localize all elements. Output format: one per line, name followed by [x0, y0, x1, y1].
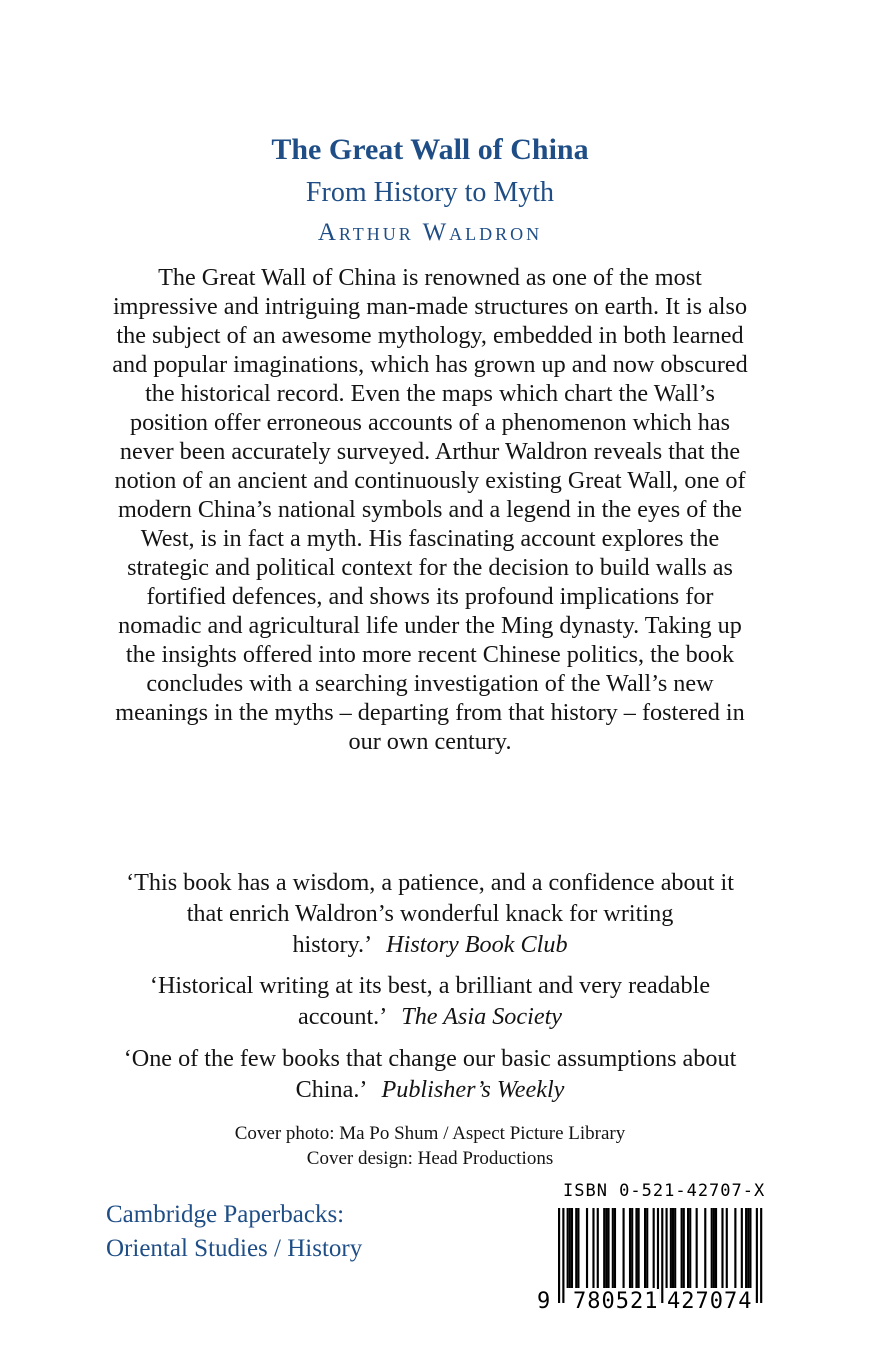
barcode-bar [689, 1208, 691, 1288]
barcode-bar [586, 1208, 588, 1288]
isbn-label: ISBN 0-521-42707-X [563, 1181, 766, 1201]
barcode-bar [715, 1208, 717, 1288]
review-quote-1 [110, 867, 750, 960]
book-title: The Great Wall of China [271, 133, 589, 166]
barcode-bar [569, 1208, 571, 1288]
barcode-bar [592, 1208, 594, 1288]
cover-credits [110, 1121, 750, 1171]
barcode-bar [745, 1208, 747, 1288]
quote-text: ‘Historical writing at its best, a brilliant and very readable account.’ [149, 972, 711, 1030]
photo-credit: Cover photo: Ma Po Shum / Aspect Picture Library [234, 1123, 626, 1144]
barcode-guard-bar [562, 1208, 564, 1303]
barcode-bar [646, 1208, 648, 1288]
barcode-bar [567, 1208, 569, 1288]
barcode-bar [704, 1208, 706, 1288]
author-name: Arthur Waldron [317, 219, 543, 246]
barcode-guard-bar [760, 1208, 762, 1303]
design-credit: Cover design: Head Productions [306, 1148, 554, 1169]
barcode-bar [644, 1208, 646, 1288]
barcode-bar [687, 1208, 689, 1288]
barcode-bar [713, 1208, 715, 1288]
blurb-text: The Great Wall of China is renowned as one of the most impressive and intriguing man-made structures on earth. It is also the subject of an awesome mythology, embedded in both learned and popular imaginations, which has grown up and now obscured the historical record. Even the maps which chart the Wall’s position offer erroneous accounts of a phenomenon which has never been accurately surveyed. Arthur Waldron reveals that the notion of an ancient and continuously existing Great Wall, one of modern China’s national symbols and a legend in the eyes of the West, is in fact a myth. His fascinating account explores the strategic and political context for the decision to build walls as fortified defences, and shows its profound implications for nomadic and agricultural life under the Ming dynasty. Taking up the insights offered into more recent Chinese politics, the book concludes with a searching investigation of the Wall’s new meanings in the myths – departing from that history – fostered in our own century. [112, 264, 748, 755]
barcode-bar [607, 1208, 609, 1288]
barcode-digits-left: 780521 [573, 1289, 659, 1314]
barcode-bar [749, 1208, 751, 1288]
quote-source: History Book Club [386, 931, 568, 958]
barcode-guard-bar [661, 1208, 663, 1303]
quote-source: Publisher’s Weekly [381, 1076, 565, 1103]
barcode-bar [683, 1208, 685, 1288]
barcode-bar [638, 1208, 640, 1288]
series-line-1: Cambridge Paperbacks: [106, 1201, 345, 1228]
barcode [536, 1206, 776, 1321]
barcode-bar [747, 1208, 749, 1288]
barcode-bar [577, 1208, 579, 1288]
barcode-bar [721, 1208, 723, 1288]
barcode-bar [734, 1208, 736, 1288]
barcode-bar [635, 1208, 637, 1288]
barcode-bar [597, 1208, 599, 1288]
barcode-bar [672, 1208, 674, 1288]
series-line-2: Oriental Studies / History [106, 1235, 363, 1262]
quote-text: ‘One of the few books that change our basic assumptions about China.’ [123, 1045, 737, 1103]
barcode-bar [631, 1208, 633, 1288]
quote-text: ‘This book has a wisdom, a patience, and a confidence about it that enrich Waldron’s wonderful knack for writing history.’ [126, 869, 734, 958]
barcode-bar [653, 1208, 655, 1288]
barcode-bar [666, 1208, 668, 1288]
quote-source: The Asia Society [401, 1003, 563, 1030]
barcode-bar [575, 1208, 577, 1288]
barcode-bar [670, 1208, 672, 1288]
barcode-bar [741, 1208, 743, 1288]
barcode-bar [711, 1208, 713, 1288]
barcode-bar [674, 1208, 676, 1288]
barcode-bar [603, 1208, 605, 1288]
barcode-bar [605, 1208, 607, 1288]
barcode-guard-bar [558, 1208, 560, 1303]
barcode-bar [726, 1208, 728, 1288]
barcode-digits-right: 427074 [667, 1289, 753, 1314]
barcode-digit-first: 9 [537, 1289, 551, 1314]
barcode-bar [612, 1208, 614, 1288]
series-info [106, 1198, 362, 1266]
barcode-bar [681, 1208, 683, 1288]
barcode-bar [629, 1208, 631, 1288]
barcode-guard-bar [756, 1208, 758, 1303]
barcode-bar [614, 1208, 616, 1288]
book-subtitle: From History to Myth [305, 177, 555, 208]
barcode-bar [696, 1208, 698, 1288]
review-quote-3 [110, 1043, 750, 1105]
review-quote-2 [110, 970, 750, 1032]
barcode-bar [571, 1208, 573, 1288]
barcode-bar [623, 1208, 625, 1288]
